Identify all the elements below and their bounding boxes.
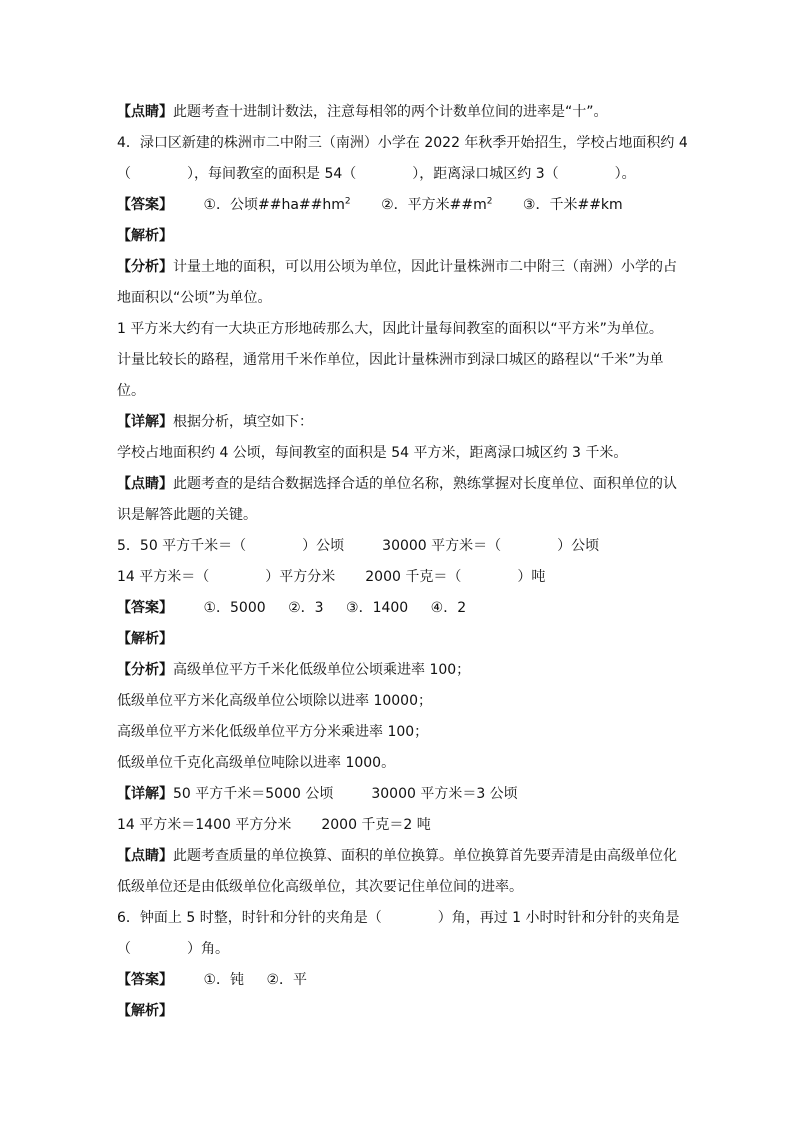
answer-line <box>117 598 682 618</box>
detail-part: 2000 千克＝2 吨 <box>321 817 431 833</box>
analysis-text: 高级单位平方千米化低级单位公顷乘进率 100； <box>173 662 471 678</box>
detail-line <box>117 815 682 835</box>
question-4-line-1 <box>117 133 688 153</box>
question-5-line-2 <box>117 567 682 587</box>
answer-item: ①．5000 <box>203 600 266 616</box>
analysis-text: 计量土地的面积，可以用公顷为单位，因此计量株洲市二中附三（南洲）小学的占 <box>173 259 677 275</box>
answer-item: ③．千米##km <box>522 197 623 213</box>
answer-item: ①．钝 <box>203 972 245 988</box>
answer-item: ②．3 <box>288 600 324 616</box>
question-4-line-2 <box>117 164 682 184</box>
analysis-line <box>117 691 682 711</box>
analysis-text: 1 平方米大约有一大块正方形地砖那么大，因此计量每间教室的面积以“平方米”为单位。 <box>117 321 663 337</box>
analysis-line <box>117 350 682 370</box>
analysis-text: 计量比较长的路程，通常用千米作单位，因此计量株洲市到渌口城区的路程以“千米”为单 <box>117 352 664 368</box>
comment-line <box>117 877 682 897</box>
analysis-line <box>117 288 682 308</box>
comment-tag: 【点睛】 <box>117 476 173 492</box>
analysis-line <box>117 381 682 401</box>
question-6-line-1 <box>117 908 682 928</box>
analysis-tag: 【解析】 <box>117 1003 173 1019</box>
comment-line <box>117 102 682 122</box>
analysis-tag: 【分析】 <box>117 259 173 275</box>
question-part: 14 平方米＝（ ）平方分米 <box>117 569 336 585</box>
analysis-text: 低级单位千克化高级单位吨除以进率 1000。 <box>117 755 396 771</box>
analysis-line <box>117 660 682 680</box>
answer-item: ②．平方米$\#\#m^2$ <box>381 196 493 213</box>
analysis-text: 低级单位平方米化高级单位公顷除以进率 10000； <box>117 693 432 709</box>
detail-text: 学校占地面积约 4 公顷，每间教室的面积是 54 平方米，距离渌口城区约 3 千米。 <box>117 445 628 461</box>
detail-part: 30000 平方米＝3 公顷 <box>371 786 518 802</box>
answer-line <box>117 195 682 215</box>
detail-line <box>117 784 682 804</box>
question-5-line-1 <box>117 536 682 556</box>
detail-line <box>117 443 682 463</box>
analysis-heading <box>117 629 682 649</box>
answer-tag: 【答案】 <box>117 600 173 616</box>
analysis-text: 高级单位平方米化低级单位平方分米乘进率 100； <box>117 724 429 740</box>
analysis-heading <box>117 1001 682 1021</box>
question-part: 2000 千克＝（ ）吨 <box>365 569 546 585</box>
question-6-line-2 <box>117 939 682 959</box>
question-part: 30000 平方米＝（ ）公顷 <box>382 538 600 554</box>
analysis-tag: 【分析】 <box>117 662 173 678</box>
detail-tag: 【详解】 <box>117 414 173 430</box>
answer-tag: 【答案】 <box>117 197 173 213</box>
comment-tag: 【点睛】 <box>117 848 173 864</box>
comment-text: 此题考查十进制计数法，注意每相邻的两个计数单位间的进率是“十”。 <box>173 104 608 120</box>
comment-line <box>117 474 682 494</box>
comment-line <box>117 505 682 525</box>
comment-text: 低级单位还是由低级单位化高级单位，其次要记住单位间的进率。 <box>117 879 523 895</box>
detail-text: 根据分析，填空如下： <box>173 414 313 430</box>
comment-text: 此题考查质量的单位换算、面积的单位换算。单位换算首先要弄清是由高级单位化 <box>173 848 677 864</box>
comment-line <box>117 846 682 866</box>
detail-part: 14 平方米＝1400 平方分米 <box>117 817 292 833</box>
question-text: （ ）角。 <box>117 941 229 957</box>
question-part: 5．50 平方千米＝（ ）公顷 <box>117 538 345 554</box>
analysis-line <box>117 319 682 339</box>
detail-part: 50 平方千米＝5000 公顷 <box>173 786 334 802</box>
comment-text: 此题考查的是结合数据选择合适的单位名称，熟练掌握对长度单位、面积单位的认 <box>173 476 677 492</box>
detail-tag: 【详解】 <box>117 786 173 802</box>
analysis-tag: 【解析】 <box>117 631 173 647</box>
analysis-text: 位。 <box>117 383 145 399</box>
analysis-line <box>117 753 682 773</box>
question-text: 4．渌口区新建的株洲市二中附三（南洲）小学在 2022 年秋季开始招生，学校占地面积约 4 <box>117 135 688 151</box>
detail-line <box>117 412 682 432</box>
analysis-line <box>117 257 682 277</box>
answer-line <box>117 970 682 990</box>
answer-item: ①．公顷$\#\#ha\#\#hm^2$ <box>203 196 351 213</box>
comment-tag: 【点睛】 <box>117 104 173 120</box>
comment-text: 识是解答此题的关键。 <box>117 507 257 523</box>
analysis-tag: 【解析】 <box>117 228 173 244</box>
answer-item: ③．1400 <box>346 600 409 616</box>
analysis-line <box>117 722 682 742</box>
answer-item: ②．平 <box>266 972 308 988</box>
analysis-text: 地面积以“公顷”为单位。 <box>117 290 272 306</box>
question-text: （ ），每间教室的面积是 54（ ），距离渌口城区约 3（ ）。 <box>117 166 636 182</box>
analysis-heading <box>117 226 682 246</box>
answer-item: ④．2 <box>430 600 467 616</box>
question-text: 6．钟面上 5 时整，时针和分针的夹角是（ ）角，再过 1 小时时针和分针的夹角是 <box>117 910 680 926</box>
answer-tag: 【答案】 <box>117 972 173 988</box>
